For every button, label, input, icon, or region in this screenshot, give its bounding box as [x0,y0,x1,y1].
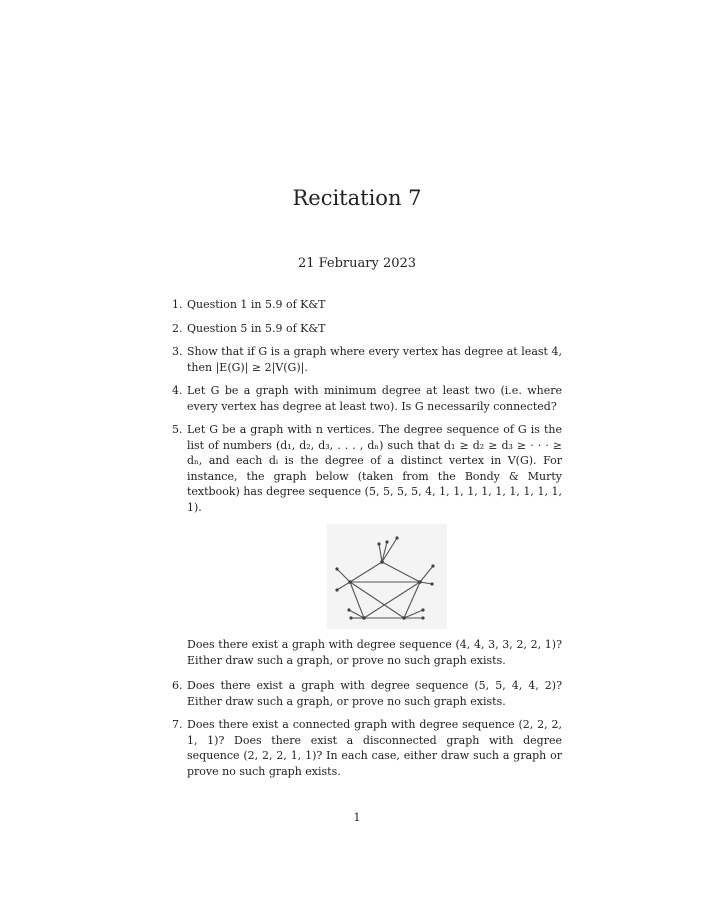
graph-drawing [327,524,447,629]
graph-vertex [377,542,380,545]
graph-vertex [421,616,424,619]
item-number: 2. [172,321,183,335]
graph-vertex [348,580,352,584]
list-item [172,383,562,414]
graph-edge [420,582,432,584]
item-followup-text: Does there exist a graph with degree sequence (4, 4, 3, 3, 2, 2, 1)? Either draw such a graph, or prove no such graph exists. [187,638,562,667]
graph-vertex [362,616,366,620]
graph-vertex [431,564,434,567]
item-text: Let G be a graph with minimum degree at least two (i.e. where every vertex has degree at least two). Is G necessarily connected? [187,384,562,413]
list-item [172,422,562,629]
graph-edge [350,562,382,582]
item-number: 7. [172,718,183,731]
graph-vertex [418,580,422,584]
graph-vertex [395,536,398,539]
graph-vertex [347,608,350,611]
item-number: 4. [172,384,183,397]
graph-edge [420,566,433,582]
list-item [172,678,562,709]
list-item [172,344,562,375]
graph-edge [350,582,364,618]
graph-vertex [421,608,424,611]
graph-vertex [335,588,338,591]
item-number: 6. [172,679,183,692]
graph-edge [337,569,350,582]
document-title: Recitation 7 [292,186,422,210]
problem-list [172,297,562,787]
graph-vertex [380,560,384,564]
graph-edge [350,582,404,618]
item-text: Let G be a graph with n vertices. The degree sequence of G is the list of numbers (d₁, d₂, d₃, . . . , dₙ) such that d₁ ≥ d₂ ≥ d₃ ≥ · · · ≥ dₙ, and each dᵢ is the degree of a distinct vertex in V(G). For instance, the graph below (taken from the Bondy & Murty textbook) has degree sequence (5, 5, 5, 5, 4, 1, 1, 1, 1, 1, 1, 1, 1, 1, 1). [187,423,562,514]
graph-vertex [349,616,352,619]
item-number: 5. [172,423,183,436]
item-text: Does there exist a graph with degree sequence (5, 5, 4, 4, 2)? Either draw such a graph, or prove no such graph exists. [187,679,562,708]
graph-vertex [385,540,388,543]
item-text: Show that if G is a graph where every vertex has degree at least 4, then |E(G)| ≥ 2|V(G)|. [187,345,562,374]
item-text: Does there exist a connected graph with degree sequence (2, 2, 2, 1, 1)? Does there exist a disconnected graph with degree sequence (2, 2, 2, 1, 1)? In each case, either draw such a graph or prove no such graph exists. [187,718,562,778]
graph-edge [337,582,350,590]
graph-vertex [335,567,338,570]
list-item [172,717,562,779]
page-number: 1 [353,811,361,824]
example-graph-figure [327,524,447,629]
list-item [172,321,562,337]
list-item [172,297,562,313]
item-number: 3. [172,345,183,358]
graph-vertex [430,582,433,585]
item-text: Question 1 in 5.9 of K&T [187,298,326,311]
item-number: 1. [172,298,183,311]
item-text: Question 5 in 5.9 of K&T [187,321,326,335]
graph-edge [382,562,420,582]
graph-vertex [402,616,406,620]
graph-edge [379,544,382,562]
document-date: 21 February 2023 [297,256,417,271]
graph-edge [382,538,397,562]
